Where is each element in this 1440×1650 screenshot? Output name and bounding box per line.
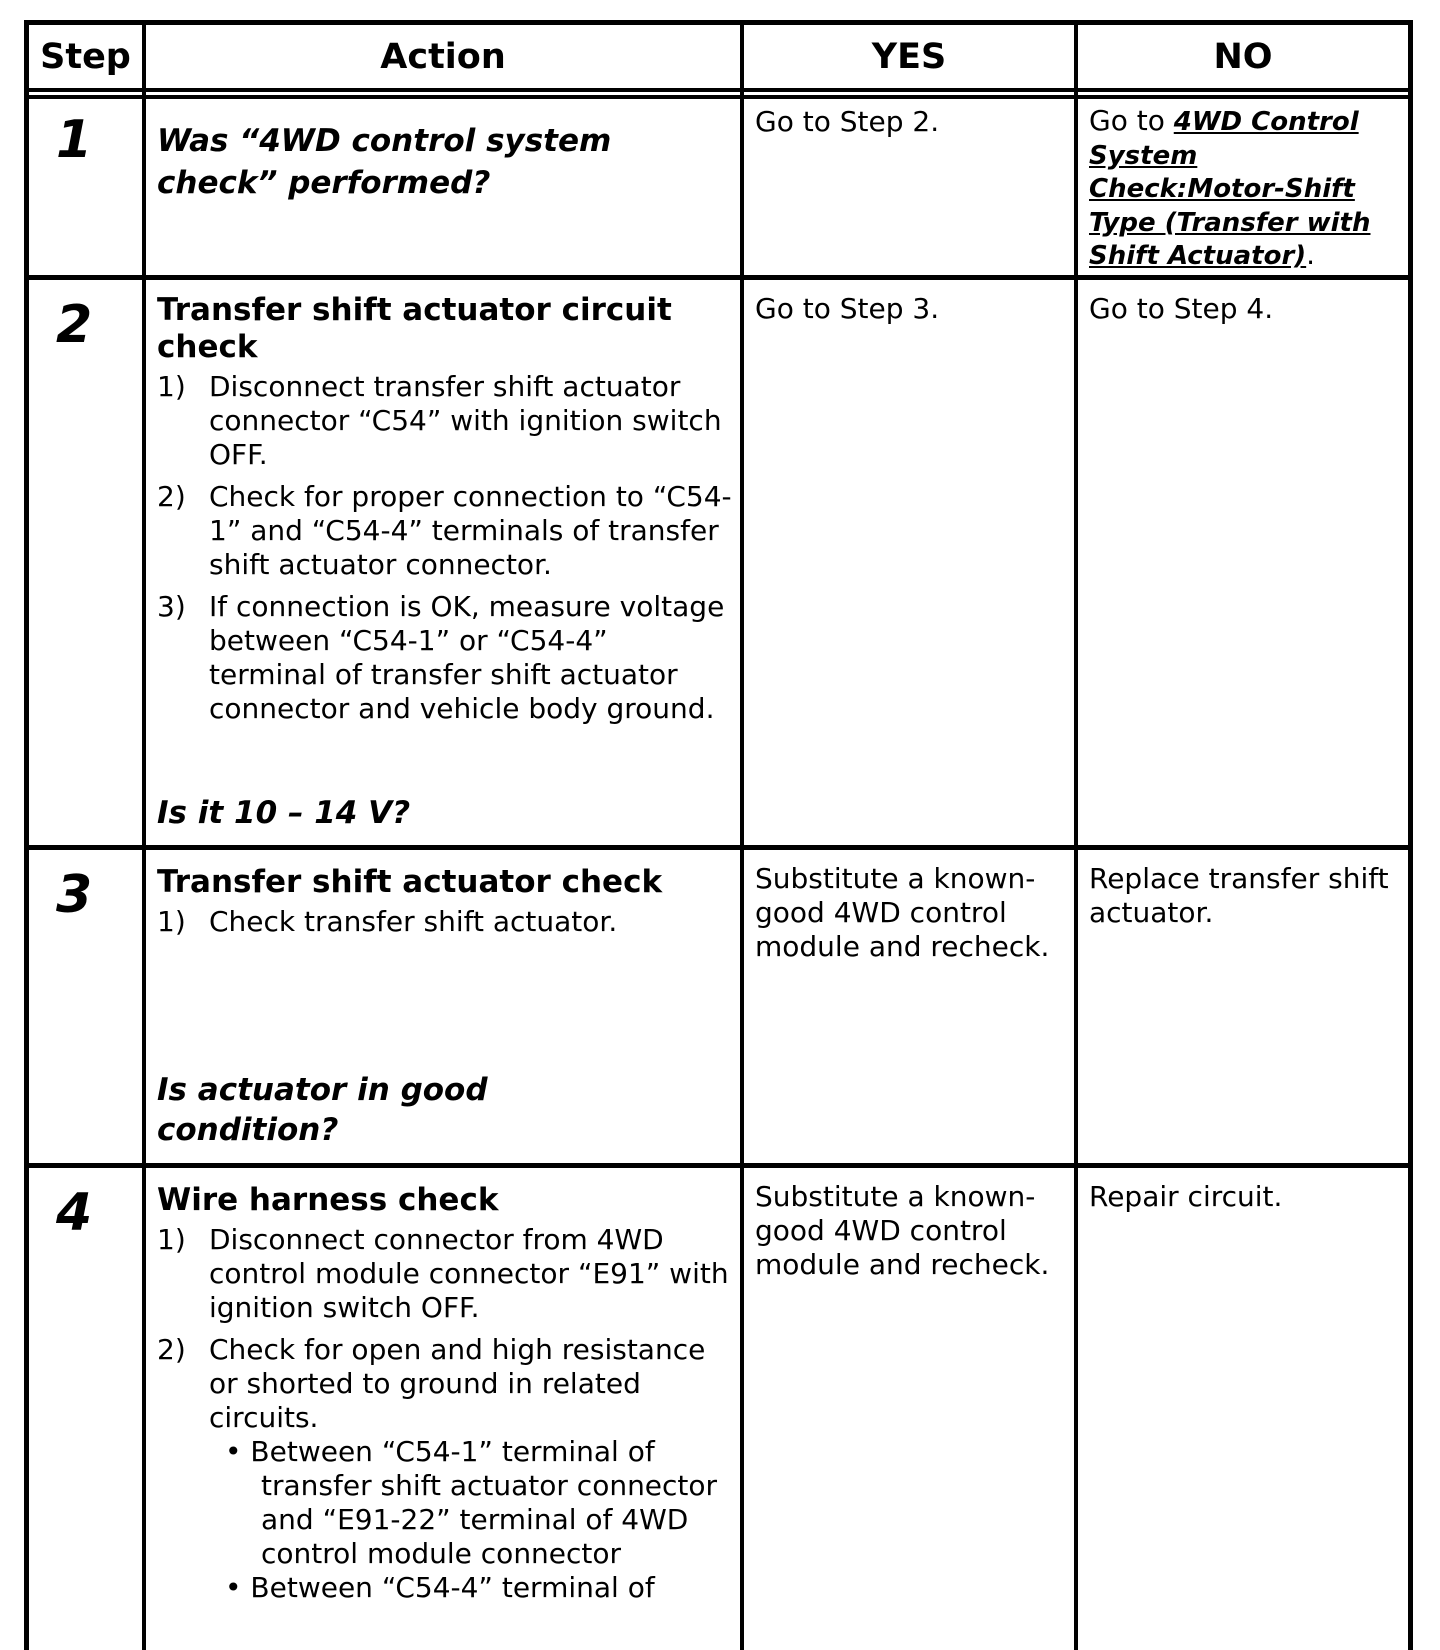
4wd-control-system-check-link[interactable]: 4WD Control System Check:Motor-Shift Type (Transfer with Shift Actuator)	[1089, 107, 1371, 271]
step-1-question: Was “4WD control system check” performed?	[157, 123, 612, 201]
list-item	[157, 1333, 732, 1435]
column-divider-action	[740, 20, 744, 1650]
list-item	[157, 480, 732, 582]
item-number: 1)	[157, 370, 186, 403]
item-number: 3)	[157, 590, 186, 623]
row-divider-2	[24, 845, 1413, 850]
table-border-right	[1408, 20, 1413, 1650]
step-2-no: Go to Step 4.	[1089, 292, 1274, 325]
step-3-action	[157, 864, 732, 947]
step-2-question: Is it 10 – 14 V?	[157, 795, 411, 831]
item-text: Check for proper connection to “C54-1” and “C54-4” terminals of transfer shift actuator connector.	[209, 480, 732, 581]
step-4-no: Repair circuit.	[1089, 1180, 1283, 1213]
step-4-action	[157, 1182, 732, 1605]
list-item	[157, 1223, 732, 1325]
header-divider	[24, 88, 1413, 92]
item-number: 1)	[157, 1223, 186, 1256]
column-divider-yes	[1074, 20, 1078, 1650]
list-item	[157, 370, 732, 472]
list-item: • Between “C54-4” terminal of	[225, 1571, 655, 1604]
header-yes: YES	[871, 37, 947, 77]
step-number-1: 1	[56, 110, 93, 170]
item-number: 2)	[157, 480, 186, 513]
step-1-yes: Go to Step 2.	[755, 105, 940, 138]
step-3-title: Transfer shift actuator check	[157, 864, 663, 900]
item-text: Check for open and high resistance or shorted to ground in related circuits.	[209, 1333, 706, 1434]
step-4-yes: Substitute a known-good 4WD control module and recheck.	[755, 1180, 1050, 1281]
header-step: Step	[40, 37, 131, 77]
row-divider-3	[24, 1163, 1413, 1168]
step-2-title: Transfer shift actuator circuit check	[157, 292, 672, 365]
step-number-3: 3	[56, 865, 93, 925]
list-item	[157, 590, 732, 726]
item-number: 2)	[157, 1333, 186, 1366]
item-text: If connection is OK, measure voltage between “C54-1” or “C54-4” terminal of transfer shift actuator connector and vehicle body ground.	[209, 590, 725, 725]
header-action: Action	[380, 37, 506, 77]
step-4-title: Wire harness check	[157, 1182, 499, 1218]
step-4-procedure-list	[157, 1223, 732, 1435]
step-3-yes: Substitute a known-good 4WD control module and recheck.	[755, 862, 1050, 963]
item-text: Disconnect transfer shift actuator connector “C54” with ignition switch OFF.	[209, 370, 722, 471]
step-2-action	[157, 292, 732, 734]
step-2-yes: Go to Step 3.	[755, 292, 940, 325]
list-item: • Between “C54-1” terminal of transfer shift actuator connector and “E91-22” terminal of 4WD control module connector	[225, 1435, 718, 1570]
row-divider-1	[24, 275, 1413, 280]
table-border-top	[24, 20, 1413, 25]
step-2-procedure-list	[157, 370, 732, 726]
step-4-circuit-list	[209, 1435, 732, 1605]
column-divider-step	[142, 20, 146, 1650]
step-1-no-suffix: .	[1306, 238, 1316, 271]
list-item	[157, 905, 732, 939]
item-text: Check transfer shift actuator.	[209, 905, 618, 938]
step-number-4: 4	[56, 1183, 93, 1243]
step-1-no	[1089, 105, 1399, 273]
step-3-procedure-list	[157, 905, 732, 939]
table-border-left	[24, 20, 29, 1650]
item-number: 1)	[157, 905, 186, 938]
step-number-2: 2	[56, 295, 93, 355]
step-3-question: Is actuator in good condition?	[157, 1072, 488, 1148]
step-1-no-prefix: Go to	[1089, 104, 1174, 137]
header-no: NO	[1213, 37, 1273, 77]
step-3-no: Replace transfer shift actuator.	[1089, 862, 1389, 929]
header-divider-2	[24, 95, 1413, 99]
item-text: Disconnect connector from 4WD control module connector “E91” with ignition switch OFF.	[209, 1223, 729, 1324]
